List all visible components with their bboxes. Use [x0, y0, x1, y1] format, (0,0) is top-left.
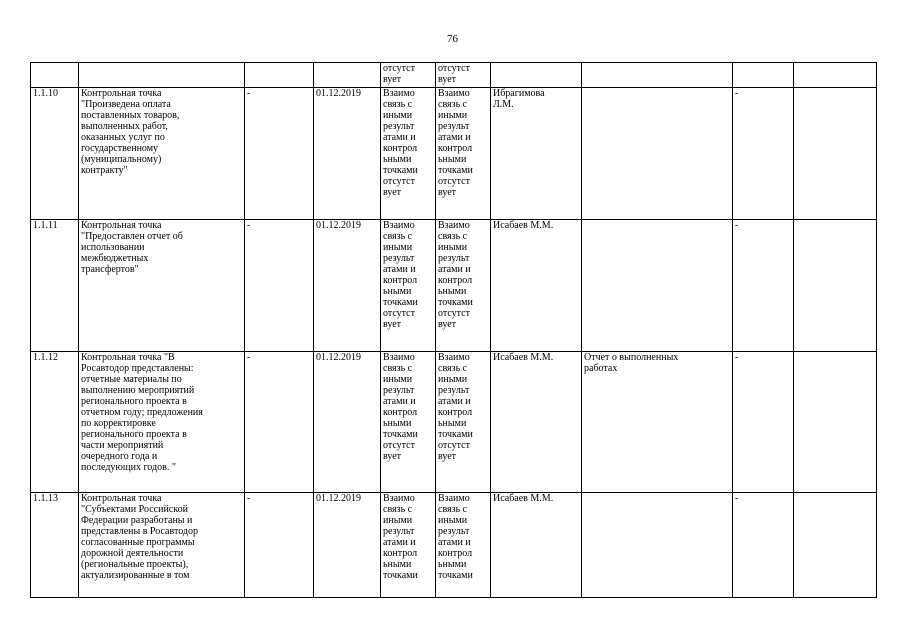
cell-number: 1.1.12: [31, 352, 79, 493]
cell-relation-1: отсутст вует: [381, 63, 436, 88]
cell-responsible: Ибрагимова Л.М.: [491, 88, 582, 220]
cell-relation-1: Взаимо связь с иными результ атами и контрол ьными точками отсутст вует: [381, 352, 436, 493]
cell-date: 01.12.2019: [314, 220, 381, 352]
cell-name: Контрольная точка "Произведена оплата поставленных товаров, выполненных работ, оказанных услуг по государственному (муниципальному) контракту": [79, 88, 245, 220]
cell-col10: [794, 63, 877, 88]
control-points-table: [30, 62, 877, 598]
cell-col10: [794, 88, 877, 220]
cell-responsible: Исабаев М.М.: [491, 220, 582, 352]
cell-date: 01.12.2019: [314, 88, 381, 220]
cell-col9: -: [733, 352, 794, 493]
cell-document: [582, 88, 733, 220]
cell-relation-2: Взаимо связь с иными результ атами и контрол ьными точками отсутст вует: [436, 220, 491, 352]
cell-col3: -: [245, 493, 314, 598]
cell-col9: -: [733, 220, 794, 352]
cell-col9: -: [733, 493, 794, 598]
cell-col10: [794, 220, 877, 352]
cell-relation-1: Взаимо связь с иными результ атами и контрол ьными точками: [381, 493, 436, 598]
cell-document: [582, 63, 733, 88]
cell-relation-1: Взаимо связь с иными результ атами и контрол ьными точками отсутст вует: [381, 88, 436, 220]
cell-document: Отчет о выполненных работах: [582, 352, 733, 493]
cell-date: [314, 63, 381, 88]
cell-col9: -: [733, 88, 794, 220]
cell-responsible: Исабаев М.М.: [491, 493, 582, 598]
table-row: [31, 493, 877, 598]
cell-document: [582, 220, 733, 352]
cell-col3: [245, 63, 314, 88]
cell-number: [31, 63, 79, 88]
table-row: [31, 220, 877, 352]
table-row: [31, 88, 877, 220]
cell-responsible: [491, 63, 582, 88]
cell-document: [582, 493, 733, 598]
cell-name: Контрольная точка "В Росавтодор представлены: отчетные материалы по выполнению мероприятий регионального проекта в отчетном году; предложения по корректировке регионального проекта в части мероприятий очередного года и последующих годов. ": [79, 352, 245, 493]
cell-relation-2: Взаимо связь с иными результ атами и контрол ьными точками отсутст вует: [436, 352, 491, 493]
cell-relation-2: Взаимо связь с иными результ атами и контрол ьными точками отсутст вует: [436, 88, 491, 220]
cell-responsible: Исабаев М.М.: [491, 352, 582, 493]
cell-relation-2: Взаимо связь с иными результ атами и контрол ьными точками: [436, 493, 491, 598]
cell-col10: [794, 493, 877, 598]
cell-col3: -: [245, 352, 314, 493]
cell-col3: -: [245, 88, 314, 220]
cell-col3: -: [245, 220, 314, 352]
cell-name: [79, 63, 245, 88]
table-row: [31, 352, 877, 493]
page-number: 76: [447, 33, 458, 45]
cell-name: Контрольная точка "Предоставлен отчет об использовании межбюджетных трансфертов": [79, 220, 245, 352]
cell-name: Контрольная точка "Субъектами Российской Федерации разработаны и представлены в Росавтодор согласованные программы дорожной деятельности (региональные проекты), актуализированные в том: [79, 493, 245, 598]
cell-relation-2: отсутст вует: [436, 63, 491, 88]
cell-number: 1.1.11: [31, 220, 79, 352]
cell-relation-1: Взаимо связь с иными результ атами и контрол ьными точками отсутст вует: [381, 220, 436, 352]
cell-date: 01.12.2019: [314, 352, 381, 493]
cell-number: 1.1.13: [31, 493, 79, 598]
cell-col10: [794, 352, 877, 493]
cell-col9: [733, 63, 794, 88]
cell-date: 01.12.2019: [314, 493, 381, 598]
table-row: [31, 63, 877, 88]
cell-number: 1.1.10: [31, 88, 79, 220]
